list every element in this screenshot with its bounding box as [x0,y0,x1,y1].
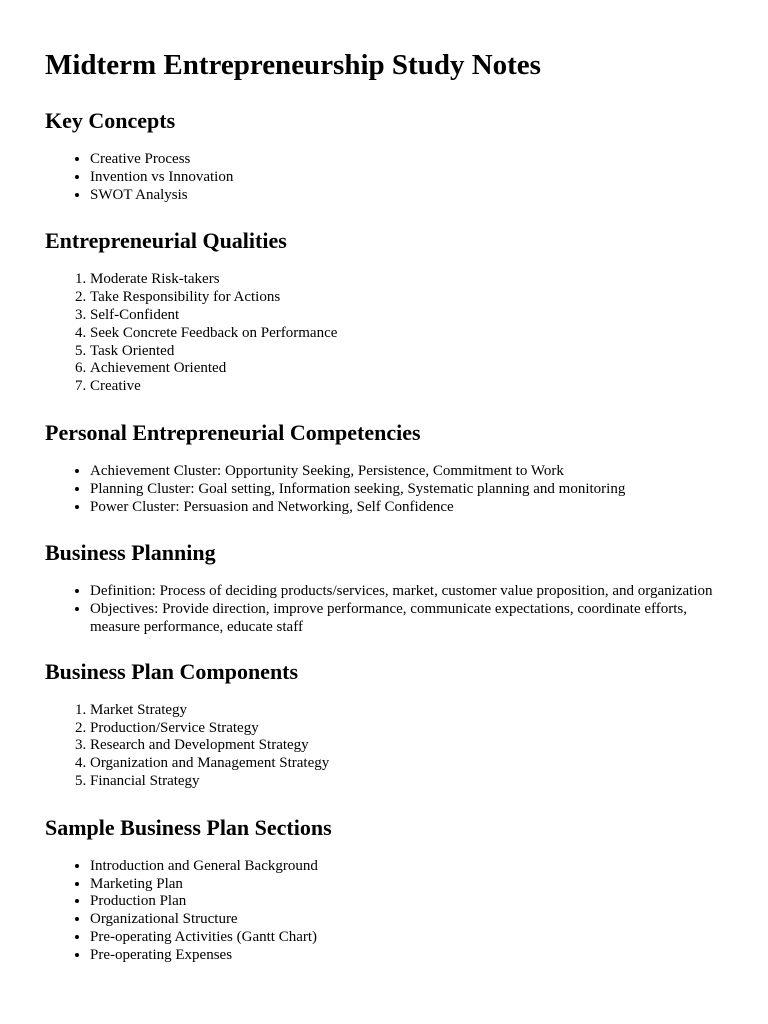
list-item: • Pre-operating Expenses [90,947,728,965]
heading-sample-plan-sections: Sample Business Plan Sections [45,814,332,840]
key-concepts-list [45,151,728,204]
list-item: 2. Take Responsibility for Actions [90,289,728,307]
list-item: • Pre-operating Activities (Gantt Chart) [90,929,728,947]
list-item: • Planning Cluster: Goal setting, Information seeking, Systematic planning and monitoring [90,481,728,499]
list-item: 4. Seek Concrete Feedback on Performance [90,325,728,343]
business-planning-list [45,583,728,636]
list-item: • Definition: Process of deciding products/services, market, customer value proposition, and organization [90,583,728,601]
heading-business-plan-components: Business Plan Components [45,658,299,684]
qualities-list [45,271,728,396]
plan-sections-list [45,858,728,965]
list-item: 4. Organization and Management Strategy [90,755,728,773]
list-item: 5. Task Oriented [90,343,728,361]
list-item: • Invention vs Innovation [90,169,728,187]
list-item: • Introduction and General Background [90,858,728,876]
heading-business-planning: Business Planning [45,540,216,566]
heading-entrepreneurial-qualities: Entrepreneurial Qualities [45,228,287,254]
list-item: • SWOT Analysis [90,187,728,205]
competencies-list [45,463,728,516]
list-item: 1. Moderate Risk-takers [90,271,728,289]
list-item: • Creative Process [90,151,728,169]
list-item: 2. Production/Service Strategy [90,720,728,738]
list-item: • Objectives: Provide direction, improve performance, communicate expectations, coordinate efforts, measure performance, educate staff [90,601,728,637]
list-item: 5. Financial Strategy [90,773,728,791]
list-item: • Achievement Cluster: Opportunity Seeking, Persistence, Commitment to Work [90,463,728,481]
list-item: 7. Creative [90,378,728,396]
heading-key-concepts: Key Concepts [45,108,176,133]
list-item: • Marketing Plan [90,876,728,894]
list-item: • Power Cluster: Persuasion and Networking, Self Confidence [90,499,728,517]
list-item: 3. Self-Confident [90,307,728,325]
list-item: 6. Achievement Oriented [90,360,728,378]
list-item: • Production Plan [90,893,728,911]
list-item: • Organizational Structure [90,911,728,929]
plan-components-list [45,702,728,791]
heading-personal-competencies: Personal Entrepreneurial Competencies [45,419,421,445]
list-item: 1. Market Strategy [90,702,728,720]
list-item: 3. Research and Development Strategy [90,737,728,755]
page-title: Midterm Entrepreneurship Study Notes [45,49,541,81]
